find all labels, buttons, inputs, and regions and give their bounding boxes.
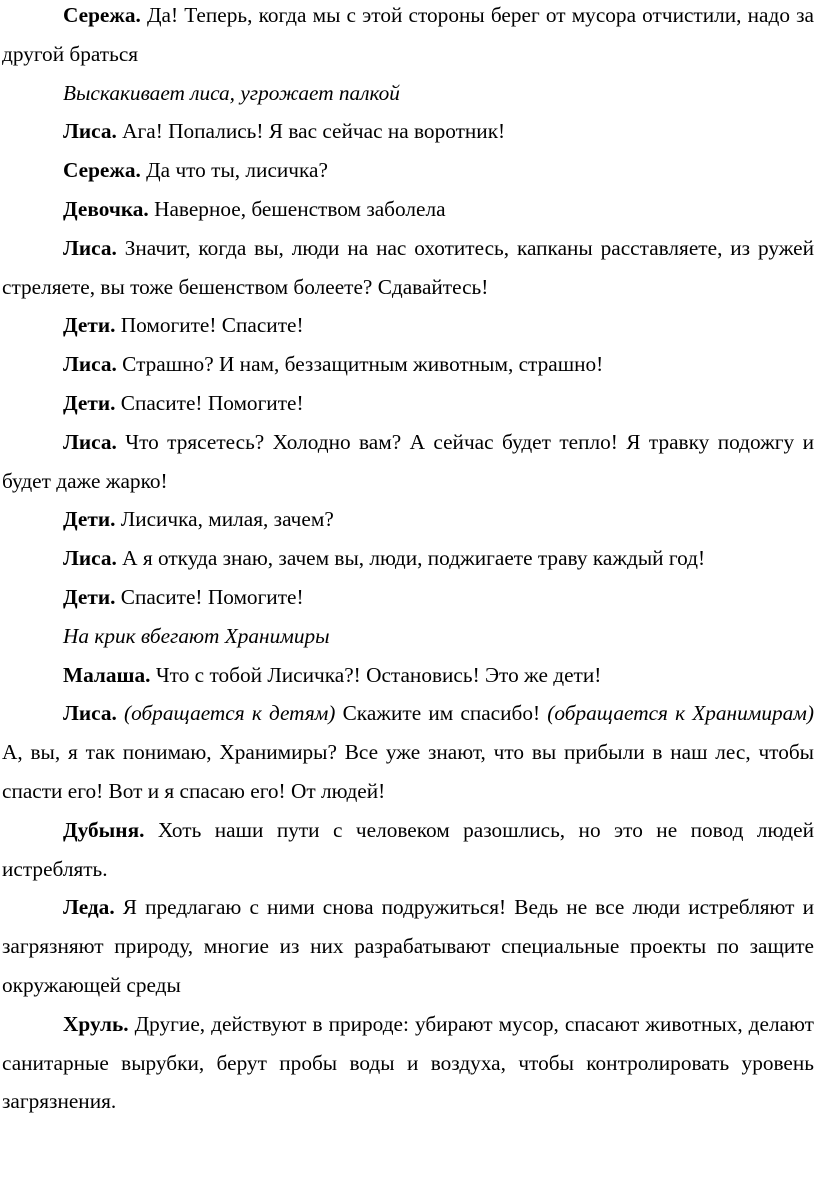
dialogue-line: [2, 345, 814, 384]
dialogue-text: Спасите! Помогите!: [115, 584, 304, 609]
dialogue-text: Наверное, бешенством заболела: [148, 196, 446, 221]
dialogue-text: Ага! Попались! Я вас сейчас на воротник!: [116, 119, 506, 144]
dialogue-line: [2, 578, 814, 617]
dialogue-text: Другие, действуют в природе: убирают мусор, спасают животных, делают санитарные вырубки, берут пробы воды и воздуха, чтобы контролировать уровень загрязнения.: [2, 1011, 814, 1114]
speaker-name: Дети.: [63, 313, 116, 338]
speaker-name: Лиса.: [63, 429, 117, 454]
dialogue-line: [2, 1005, 814, 1121]
stage-direction: [2, 617, 814, 656]
dialogue-line: [2, 423, 814, 501]
dialogue-text: А я откуда знаю, зачем вы, люди, поджигаете траву каждый год!: [116, 546, 706, 571]
stage-direction-text: На крик вбегают Хранимиры: [63, 623, 330, 648]
speaker-name: Лиса.: [63, 235, 117, 260]
speaker-name: Сережа.: [63, 158, 141, 183]
stage-direction-text: Выскакивает лиса, угрожает палкой: [63, 80, 400, 105]
dialogue-line: [2, 500, 814, 539]
speaker-name: Дубыня.: [63, 817, 145, 842]
speaker-name: Малаша.: [63, 662, 151, 687]
speaker-name: Девочка.: [63, 196, 149, 221]
dialogue-text: Да что ты, лисичка?: [140, 158, 328, 183]
dialogue-text: Хоть наши пути с человеком разошлись, но это не повод людей истреблять.: [2, 817, 814, 881]
speaker-name: Леда.: [63, 895, 115, 920]
speaker-name: Дети.: [63, 507, 116, 532]
dialogue-text: Страшно? И нам, беззащитным животным, страшно!: [116, 352, 604, 377]
dialogue-line: [2, 151, 814, 190]
dialogue-text: Я предлагаю с ними снова подружиться! Ведь не все люди истребляют и загрязняют природу, многие из них разрабатывают специальные проекты по защите окружающей среды: [2, 895, 814, 997]
dialogue-text: А, вы, я так понимаю, Хранимиры? Все уже знают, что вы прибыли в наш лес, чтобы спасти его! Вот и я спасаю его! От людей!: [2, 740, 814, 803]
speaker-name: Лиса.: [63, 546, 117, 571]
inline-stage-direction: (обращается к детям): [124, 701, 336, 726]
dialogue-line: [2, 306, 814, 345]
dialogue-line: [2, 190, 814, 229]
dialogue-text: Значит, когда вы, люди на нас охотитесь, капканы расставляете, из ружей стреляете, вы тоже бешенством болеете? Сдавайтесь!: [2, 235, 814, 299]
speaker-name: Лиса.: [63, 701, 117, 726]
dialogue-text: Что трясетесь? Холодно вам? А сейчас будет тепло! Я травку подожгу и будет даже жарко!: [2, 429, 814, 493]
dialogue-line: [2, 112, 814, 151]
dialogue-line: [2, 811, 814, 889]
dialogue-text: Лисичка, милая, зачем?: [115, 507, 334, 532]
dialogue-line: [2, 888, 814, 1004]
stage-direction: [2, 74, 814, 113]
speaker-name: Хруль.: [63, 1011, 129, 1036]
speaker-name: Лиса.: [63, 119, 117, 144]
inline-stage-direction: (обращается к Хранимирам): [547, 701, 814, 726]
dialogue-line: [2, 384, 814, 423]
dialogue-text: Помогите! Спасите!: [115, 313, 304, 338]
dialogue-text: [117, 701, 124, 725]
speaker-name: Лиса.: [63, 352, 117, 377]
play-script-text: [2, 0, 814, 1121]
dialogue-text: Что с тобой Лисичка?! Остановись! Это же дети!: [150, 662, 602, 687]
speaker-name: Дети.: [63, 584, 116, 609]
dialogue-line: [2, 0, 814, 74]
dialogue-text: Скажите им спасибо!: [335, 701, 548, 726]
speaker-name: Дети.: [63, 390, 116, 415]
speaker-name: Сережа.: [63, 3, 141, 27]
dialogue-line: [2, 229, 814, 307]
dialogue-line: [2, 694, 814, 810]
dialogue-line: [2, 656, 814, 695]
dialogue-text: Да! Теперь, когда мы с этой стороны берег от мусора отчистили, надо за другой браться: [2, 3, 814, 66]
dialogue-text: Спасите! Помогите!: [115, 390, 304, 415]
dialogue-line: [2, 539, 814, 578]
